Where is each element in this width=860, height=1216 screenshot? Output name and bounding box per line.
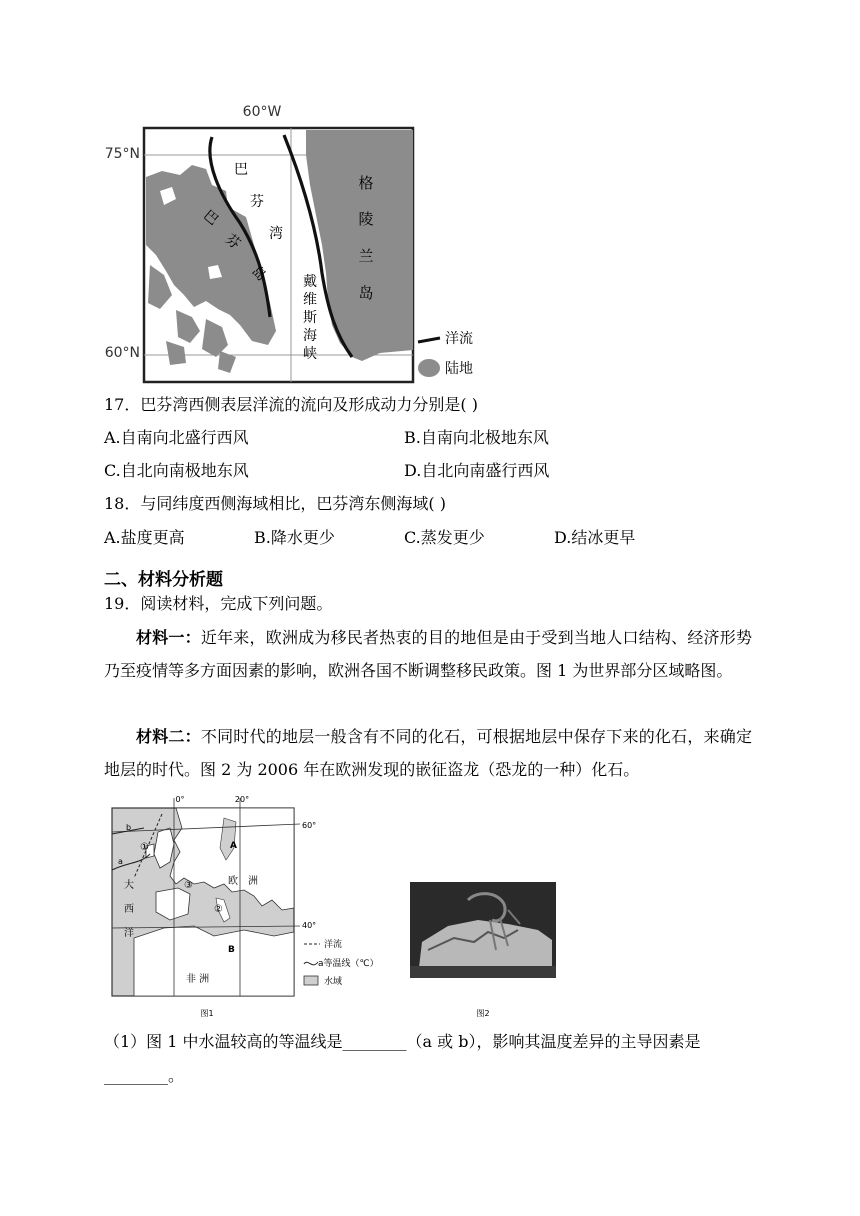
baffin-map bbox=[100, 95, 490, 390]
baffin-bay-char: 巴 bbox=[234, 162, 248, 178]
fig1-label-b: b bbox=[126, 823, 132, 832]
q17-stem: 17．巴芬湾西侧表层洋流的流向及形成动力分别是( ) bbox=[104, 395, 478, 414]
baffin-map-svg bbox=[100, 95, 490, 390]
davis-strait-char: 维 bbox=[303, 292, 317, 308]
africa-land bbox=[134, 926, 294, 996]
fig1-legend-water-swatch bbox=[304, 976, 318, 985]
iberia-land bbox=[156, 888, 190, 920]
fig1-legend-current: 洋流 bbox=[324, 940, 343, 950]
fossil-base bbox=[410, 966, 556, 978]
lat-top-label: 75°N bbox=[104, 146, 140, 162]
fig1-europe-label: 欧 洲 bbox=[228, 876, 258, 887]
fig1-label-1: ① bbox=[140, 842, 149, 853]
q18-option-b[interactable]: B.降水更少 bbox=[254, 528, 335, 547]
baffin-island-char: 巴 bbox=[200, 207, 222, 229]
fig1-ocean-char: 洋 bbox=[124, 928, 134, 939]
greenland-char: 兰 bbox=[358, 247, 374, 265]
q18-option-c[interactable]: C.蒸发更少 bbox=[404, 528, 485, 547]
q18-option-a[interactable]: A.盐度更高 bbox=[104, 528, 185, 547]
greenland-char: 格 bbox=[358, 174, 374, 192]
fig1-legend-isotherm: a等温线（℃） bbox=[318, 959, 379, 969]
baffin-island-char: 岛 bbox=[248, 263, 270, 285]
fig1-label-a: a bbox=[118, 857, 123, 866]
fig2-caption: 图2 bbox=[476, 1009, 490, 1018]
lat-bottom-label: 60°N bbox=[104, 345, 140, 361]
fig1-label-2: ② bbox=[214, 904, 223, 915]
figure-2 bbox=[408, 880, 558, 1022]
sub-question-1-line1: （1）图 1 中水温较高的等温线是________（a 或 b），影响其温度差异的主导因素是 bbox=[104, 1032, 701, 1051]
material-one bbox=[104, 621, 752, 687]
material-one-label: 材料一： bbox=[136, 628, 201, 647]
material-one-text: 近年来，欧洲成为移民者热衷的目的地但是由于受到当地人口结构、经济形势乃至疫情等多方面因素的影响，欧洲各国不断调整移民政策。图 1 为世界部分区域略图。 bbox=[104, 628, 752, 680]
fig1-legend-isotherm-line bbox=[304, 962, 318, 965]
baffin-bay-char: 湾 bbox=[269, 226, 283, 242]
legend-land-swatch bbox=[418, 359, 440, 377]
q17-option-a[interactable]: A.自南向北盛行西风 bbox=[104, 428, 249, 447]
fig1-ocean-char: 西 bbox=[124, 904, 134, 915]
material-two bbox=[104, 720, 752, 786]
fig1-legend-water: 水域 bbox=[324, 977, 343, 987]
q17-option-c[interactable]: C.自北向南极地东风 bbox=[104, 461, 249, 480]
fig1-label-B: B bbox=[228, 945, 235, 955]
davis-strait-char: 斯 bbox=[303, 310, 317, 326]
lon-label: 60°W bbox=[242, 104, 282, 120]
fig1-label-3: ③ bbox=[184, 880, 193, 891]
fig1-label-A: A bbox=[230, 841, 237, 851]
figure-2-svg bbox=[408, 880, 558, 1022]
sub-question-1-line2: ________。 bbox=[104, 1066, 185, 1085]
fig1-africa-label: 非 洲 bbox=[186, 974, 210, 985]
material-two-text: 不同时代的地层一般含有不同的化石，可根据地层中保存下来的化石，来确定地层的时代。图 2 为 2006 年在欧洲发现的嵌征盗龙（恐龙的一种）化石。 bbox=[104, 727, 752, 779]
fig1-caption: 图1 bbox=[200, 1009, 214, 1018]
baffin-island-char: 芬 bbox=[222, 231, 244, 253]
q19-stem: 19．阅读材料，完成下列问题。 bbox=[104, 594, 333, 613]
q18-option-d[interactable]: D.结冰更早 bbox=[554, 528, 636, 547]
fig1-lon20-label: 20° bbox=[234, 795, 250, 804]
fig1-lat40-label: 40° bbox=[302, 921, 317, 930]
davis-strait-char: 海 bbox=[303, 328, 317, 344]
davis-strait-char: 戴 bbox=[303, 274, 317, 290]
fig1-lat60-label: 60° bbox=[302, 821, 317, 830]
q18-stem: 18．与同纬度西侧海域相比，巴芬湾东侧海域( ) bbox=[104, 494, 446, 513]
figure-1 bbox=[104, 788, 386, 1020]
greenland-char: 陵 bbox=[358, 210, 374, 228]
fig1-ocean-char: 大 bbox=[124, 880, 134, 891]
davis-strait-char: 峡 bbox=[303, 346, 317, 362]
q17-option-d[interactable]: D.自北向南盛行西风 bbox=[404, 461, 550, 480]
fig1-lon0-label: 0° bbox=[175, 795, 185, 804]
figure-1-svg bbox=[104, 788, 386, 1020]
material-two-label: 材料二： bbox=[136, 727, 201, 746]
baffin-bay-char: 芬 bbox=[250, 194, 264, 210]
q17-option-b[interactable]: B.自南向北极地东风 bbox=[404, 428, 549, 447]
legend-current-label: 洋流 bbox=[445, 331, 473, 347]
greenland-char: 岛 bbox=[358, 284, 374, 302]
legend-land-label: 陆地 bbox=[445, 361, 473, 377]
section-heading: 二、材料分析题 bbox=[104, 570, 223, 590]
legend-current-line bbox=[418, 338, 440, 342]
